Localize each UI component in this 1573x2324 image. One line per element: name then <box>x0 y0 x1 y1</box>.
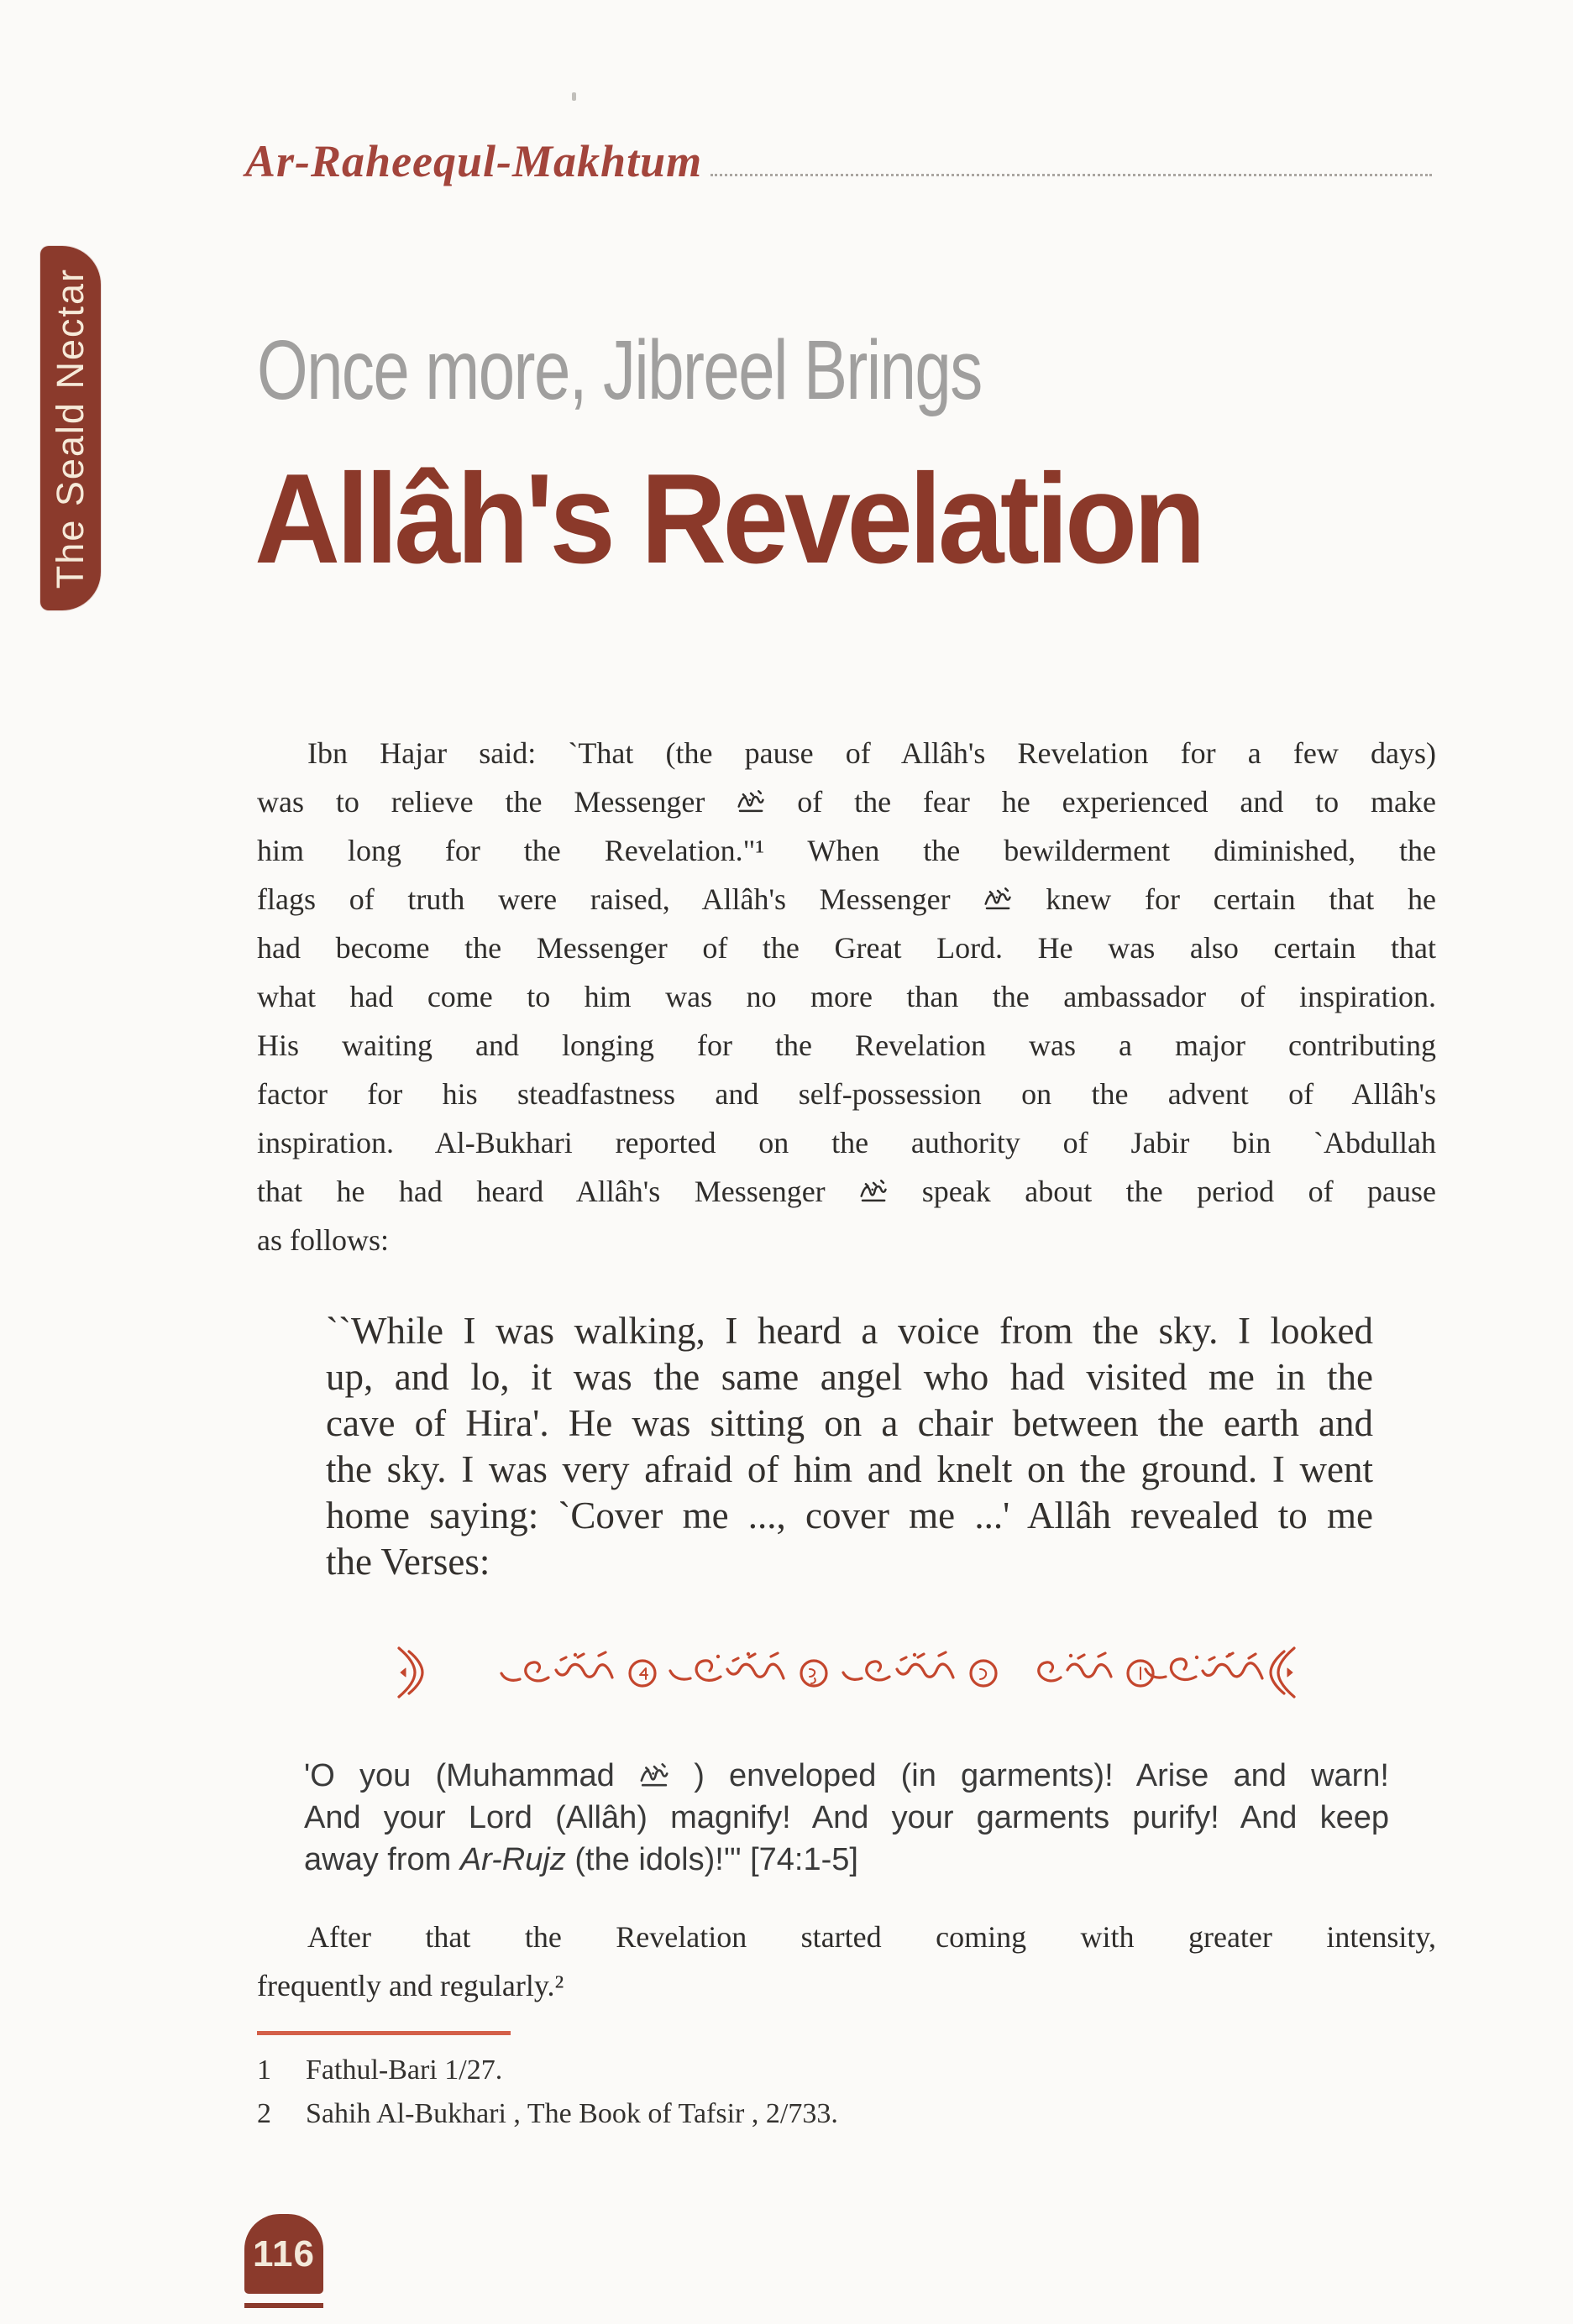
text-line: After that the Revelation started coming with greater intensity, <box>307 1920 1436 1954</box>
verse-word-5 <box>501 1652 612 1681</box>
text-line: the sky. I was very afraid of him and knelt on the ground. I went <box>326 1448 1373 1490</box>
pbuh-symbol <box>859 1180 888 1204</box>
text-line: had become the Messenger of the Great Lord. He was also certain that <box>257 931 1436 965</box>
text-line: Ibn Hajar said: `That (the pause of Allâh's Revelation for a few days) <box>307 736 1436 770</box>
footnote-text: Fathul-Bari 1/27. <box>306 2054 503 2086</box>
text-line: him long for the Revelation."¹ When the bewilderment diminished, the <box>257 834 1436 867</box>
footnote-2 <box>257 2092 1436 2136</box>
running-head-title: Ar-Raheequl-Makhtum <box>245 136 703 186</box>
chapter-side-tab <box>40 246 101 610</box>
text-line: as follows: <box>257 1223 389 1257</box>
text-line: the Verses: <box>326 1541 490 1583</box>
footnote-number: 1 <box>257 2054 271 2086</box>
ayah-marker-2 <box>971 1661 996 1686</box>
text-line: His waiting and longing for the Revelation was a major contributing <box>257 1029 1436 1062</box>
text-line: what had come to him was no more than the ambassador of inspiration. <box>257 980 1436 1013</box>
text-line: inspiration. Al-Bukhari reported on the authority of Jabir bin `Abdullah <box>257 1126 1436 1159</box>
page-number-tab <box>244 2214 323 2294</box>
running-head <box>245 134 1432 188</box>
hadith-quote <box>326 1308 1373 1585</box>
verse-word-3 <box>843 1652 953 1680</box>
page-number: 116 <box>253 2232 315 2274</box>
text-line: home saying: `Cover me ..., cover me ...' Allâh revealed to me <box>326 1494 1373 1536</box>
text-line: flags of truth were raised, Allâh's Messenger knew for certain that he <box>257 882 1436 916</box>
text-line: up, and lo, it was the same angel who had visited me in the <box>326 1356 1373 1398</box>
text-line: factor for his steadfastness and self-possession on the advent of Allâh's <box>257 1077 1436 1111</box>
side-tab-label: The Seald Nectar <box>49 267 92 589</box>
text-line: ``While I was walking, I heard a voice from the sky. I looked <box>326 1310 1373 1352</box>
pbuh-symbol <box>737 790 765 814</box>
quran-verse <box>257 1639 1436 1706</box>
scan-speck <box>572 92 576 101</box>
quran-verse-calligraphy <box>389 1643 1304 1702</box>
footnote-divider <box>257 2031 511 2035</box>
verse-bracket-right <box>1271 1648 1294 1697</box>
text-line: frequently and regularly.² <box>257 1969 564 2002</box>
pbuh-symbol <box>639 1763 669 1788</box>
text-line: that he had heard Allâh's Messenger speak about the period of pause <box>257 1175 1436 1208</box>
chapter-title: Allâh's Revelation <box>254 448 1203 590</box>
text-line: cave of Hira'. He was sitting on a chair between the earth and <box>326 1402 1373 1444</box>
pbuh-symbol <box>983 887 1012 912</box>
verse-word-2 <box>1039 1653 1111 1681</box>
verse-bracket-left <box>399 1648 422 1697</box>
verse-word-1 <box>1146 1653 1262 1680</box>
paragraph-intro <box>257 729 1436 1264</box>
page-number-underline <box>244 2303 323 2308</box>
footnote-number: 2 <box>257 2098 271 2129</box>
paragraph-closing <box>257 1913 1436 2010</box>
text-line: And your Lord (Allâh) magnify! And your garments purify! And keep <box>304 1800 1389 1835</box>
footnotes <box>257 2049 1436 2136</box>
running-head-dotted-rule <box>710 173 1432 176</box>
text-line: was to relieve the Messenger of the fear he experienced and to make <box>257 785 1437 819</box>
text-line: away from Ar-Rujz (the idols)!'" [74:1-5] <box>304 1842 858 1877</box>
chapter-kicker: Once more, Jibreel Brings <box>257 323 982 417</box>
verse-word-4 <box>670 1652 784 1681</box>
footnote-1 <box>257 2049 1436 2092</box>
verse-translation <box>304 1755 1389 1881</box>
footnote-text: Sahih Al-Bukhari , The Book of Tafsir , 2/733. <box>306 2098 838 2129</box>
text-line: 'O you (Muhammad ) enveloped (in garments)! Arise and warn! <box>304 1758 1389 1793</box>
